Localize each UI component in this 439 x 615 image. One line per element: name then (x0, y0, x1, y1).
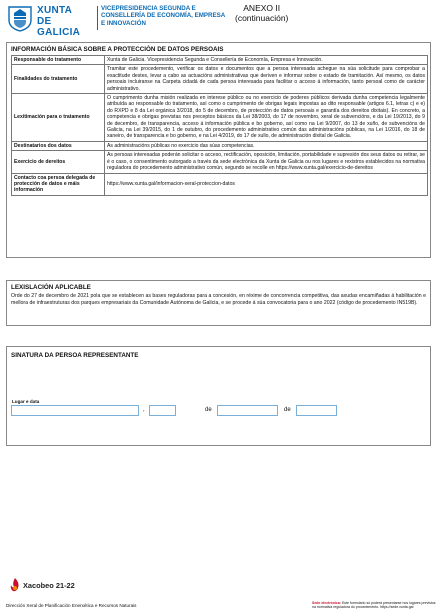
xacobeo-logo (8, 577, 98, 593)
row-label: Exercicio de dereitos (12, 151, 105, 173)
de-label-1: de (205, 407, 212, 413)
row-value: Xunta de Galicia. Vicepresidencia Segunda e Consellería de Economía, Empresa e Innovación. (105, 56, 428, 65)
logo-line-1: XUNTA (37, 5, 73, 16)
row-value: O cumprimento dunha misión realizada en interese público ou no exercicio de poderes públicos derivada dunha competencia legalmente atribuída ao responsable do tratamento, así como o cumprimento de obrigas legais impostas ao dito responsable (artigos 6.1, letras c) e e) do RXPD e 8 da Lei orgánica 3/2018, do 5 de decembro, de protección de datos persoais e garantía dos dereitos dixitais). En concreto, a competencia e obrigas previstas nos preceptos básicos da Lei 38/2003, do 17 de novembro, xeral de subvencións, e da Lei 19/2013, do 9 de decembro, de transparencia, acceso á información pública e bo goberno, así como na Lei 9/2007, do 13 de xuño, de subvencións de Galicia, na Lei 39/2015, do 1 de outubro, do procedemento administrativo común das administracións públicas, na Lei 1/2016, do 18 de xaneiro, de transparencia e bo goberno, e na Lei 4/2019, do 17 de xullo, de administración dixital de Galicia. (105, 94, 428, 142)
signature-title: SINATURA DA PERSOA REPRESENTANTE (11, 352, 139, 359)
legislation-text: Orde do 27 de decembro de 2021 pola que se establecen as bases reguladoras para a concesión, en réxime de concorrencia competitiva, das axudas encamiñadas á habilitación e mellora de infraestruturas dos parques empresariais da Comunidade Autónoma de Galicia, e se procede á súa convocatoria para o ano 2022 (código de procedemento IN519B). (11, 293, 426, 306)
row-value: Tramitar este procedemento, verificar os datos e documentos que a persoa interesada achegue na súa solicitude para comprobar a exactitude destes, levar a cabo as actuacións administrativas que deriven e informar sobre o estado de tramitación. Así mesmo, os datos persoais incluiranse na Carpeta cidadá de cada persoa interesada para facilitar o acceso á información, tanto persoal como de carácter administrativo. (105, 65, 428, 94)
sede-text: Este formulario só poderá presentarse nos lugares previstos na normativa reguladora do procedemento. https://sede.xunta.gal (312, 601, 436, 610)
row-label: Lexitimación para o tratamento (12, 94, 105, 142)
table-row (12, 141, 428, 150)
place-date-label: Lugar e data (12, 399, 40, 404)
header-divider (97, 6, 98, 30)
table-row (12, 151, 428, 173)
document-header (6, 3, 433, 38)
place-input[interactable] (11, 405, 139, 416)
annex-subtitle: (continuación) (235, 13, 289, 23)
year-input[interactable] (296, 405, 337, 416)
row-label: Contacto coa persoa delegada de protección de datos e máis información (12, 173, 105, 195)
sede-note (312, 601, 436, 609)
logo-line-2: DE GALICIA (37, 16, 81, 38)
de-label-2: de (284, 407, 291, 413)
annex-label (235, 3, 288, 23)
sede-label: Sede electrónica: (312, 601, 341, 605)
data-protection-table (11, 55, 428, 196)
table-row (12, 56, 428, 65)
xunta-shield-icon (6, 4, 34, 32)
legislation-section (6, 280, 431, 326)
row-label: Responsable do tratamento (12, 56, 105, 65)
month-input[interactable] (217, 405, 278, 416)
row-value: As persoas interesadas poderán solicitar o acceso, rectificación, oposición, limitación, portabilidade e supresión dos seus datos ou retirar, se é o caso, o consentimento outorgado a través da sede electrónica da Xunta de Galicia ou nos lugares e rexistros establecidos na normativa reguladora do procedemento administrativo común, segundo se recolle en https://www.xunta.gal/exercicio-de-dereitos (105, 151, 428, 173)
row-label: Finalidades do tratamento (12, 65, 105, 94)
department-name: VICEPRESIDENCIA SEGUNDA E CONSELLERÍA DE ECONOMÍA, EMPRESA E INNOVACIÓN (101, 5, 225, 27)
comma-separator: , (143, 407, 145, 413)
xacobeo-flame-icon (8, 577, 22, 593)
table-row (12, 94, 428, 142)
data-protection-title: INFORMACIÓN BÁSICA SOBRE A PROTECCIÓN DE DATOS PERSOAIS (11, 46, 224, 53)
data-protection-section (6, 42, 431, 258)
signature-section (6, 346, 431, 446)
legislation-title: LEXISLACIÓN APLICABLE (11, 284, 91, 291)
row-value: https://www.xunta.gal/informacion-xeral-proteccion-datos (105, 173, 428, 195)
row-value: As administracións públicas no exercicio das súas competencias. (105, 141, 428, 150)
table-row (12, 65, 428, 94)
annex-title: ANEXO II (243, 3, 281, 13)
table-row (12, 173, 428, 195)
xacobeo-text: Xacobeo 21-22 (23, 581, 75, 590)
xunta-logo-text (37, 5, 95, 38)
row-label: Destinatarios dos datos (12, 141, 105, 150)
day-input[interactable] (149, 405, 176, 416)
directorate-name: Dirección Xeral de Planificación Enerxética e Recursos Naturais (6, 603, 137, 608)
